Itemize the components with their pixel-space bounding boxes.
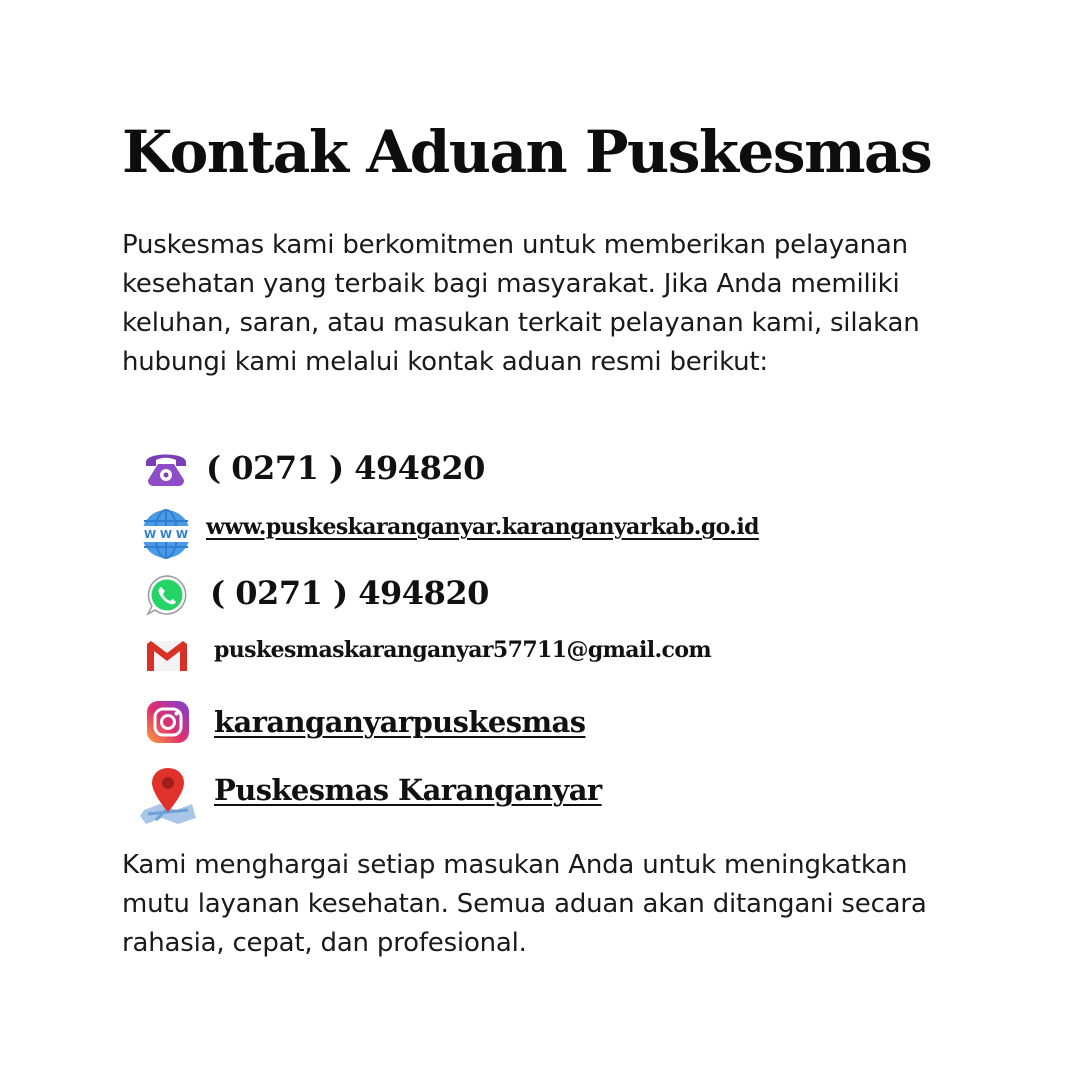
gmail-icon [146,638,188,672]
closing-paragraph: Kami menghargai setiap masukan Anda untuk meningkatkan mutu layanan kesehatan. Semua aduan akan ditangani secara rahasia, cepat, dan profesional. [122,850,927,958]
whatsapp-icon [146,574,188,616]
map-pin-icon [138,764,198,826]
whatsapp-number: ( 0271 ) 494820 [210,574,489,612]
www-globe-icon [138,509,194,559]
contact-maps[interactable] [138,764,602,826]
contact-email[interactable] [146,638,711,672]
contact-phone[interactable] [142,446,485,490]
contact-instagram[interactable] [146,700,585,744]
svg-text:W W W: W W W [143,528,189,541]
intro-paragraph: Puskesmas kami berkomitmen untuk memberikan pelayanan kesehatan yang terbaik bagi masyarakat. Jika Anda memiliki keluhan, saran, atau masukan terkait pelayanan kami, silakan hubungi kami melalui kontak aduan resmi berikut: [122,230,920,377]
contact-website[interactable] [138,509,759,559]
maps-link[interactable]: Puskesmas Karanganyar [214,773,602,807]
phone-number: ( 0271 ) 494820 [206,449,485,487]
instagram-link[interactable]: karanganyarpuskesmas [214,705,586,739]
telephone-icon [142,446,190,490]
page-title: Kontak Aduan Puskesmas [122,118,932,186]
contact-whatsapp[interactable] [146,574,489,616]
email-address: puskesmaskaranganyar57711@gmail.com [214,637,712,663]
instagram-icon [146,700,190,744]
website-link[interactable]: www.puskeskaranganyar.karanganyarkab.go.id [206,514,759,540]
